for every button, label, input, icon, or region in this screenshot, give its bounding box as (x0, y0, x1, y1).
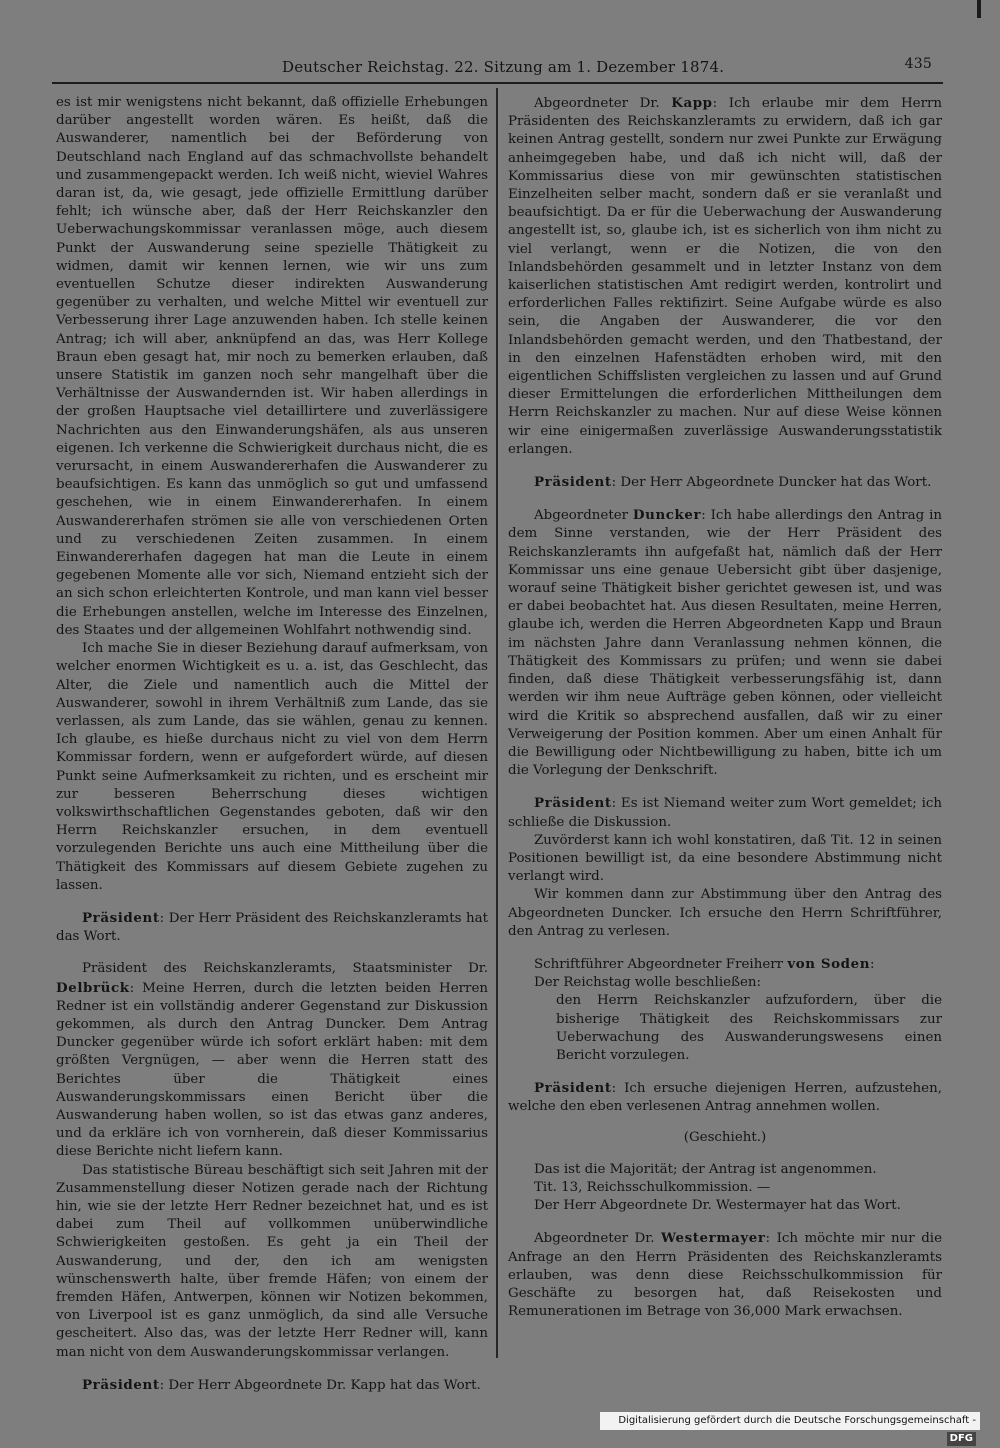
speech-text: : Der Herr Abgeordnete Duncker hat das Wort. (611, 475, 932, 491)
crop-mark (977, 0, 981, 18)
speech-praesident (508, 1079, 942, 1116)
footer-text: Digitalisierung gefördert durch die Deutsche Forschungsgemeinschaft - (618, 1415, 976, 1426)
speech-text: : Der Herr Abgeordnete Dr. Kapp hat das Wort. (159, 1377, 481, 1393)
speech-praesident (508, 473, 942, 492)
paragraph: Der Herr Abgeordnete Dr. Westermayer hat das Wort. (534, 1198, 901, 1214)
speaker-intro: Präsident des Reichskanzleramts, Staatsminister Dr. (82, 961, 488, 977)
paragraph: Wir kommen dann zur Abstimmung über den Antrag des Abgeordneten Duncker. Ich ersuche den Herrn Schriftführer, den Antrag zu verlesen. (508, 887, 942, 939)
speaker-name: Delbrück (56, 979, 130, 996)
digitization-footer (600, 1412, 980, 1444)
speaker-intro: Schriftführer Abgeordneter Freiherr (534, 956, 788, 972)
speaker-name: Präsident (82, 1376, 160, 1393)
speech-duncker (508, 506, 942, 780)
paragraph: Das statistische Büreau beschäftigt sich seit Jahren mit der Zusammenstellung dieser Notizen gerade nach der Richtung hin, wie sie der letzte Herr Redner bezeichnet hat, und es ist dabei zum Theil auf vollkommen unüberwindliche Schwierigkeiten gestoßen. Es geht ja ein Theil der Auswanderung, und der, den ich am wenigsten wünschenswerth halte, über fremde Häfen; von einem der fremden Häfen, Antwerpen, können wir Notizen bekommen, von Liverpool ist es ganz unmöglich, da sind alle Versuche gescheitert. Also das, was der letzte Herr Redner will, kann man nicht von dem Auswanderungskommissar verlangen. (56, 1162, 488, 1360)
speech-text: : Ich möchte mir nur die Anfrage an den Herrn Präsidenten des Reichskanzleramts erlauben, was denn diese Reichsschulkommission für Geschäfte zu besorgen hat, daß Reisekosten und Remunerationen im Betrage von 36,000 Mark erwachsen. (508, 1231, 942, 1320)
speech-text: : Meine Herren, durch die letzten beiden Herren Redner ist ein vollständig anderer Gegenstand zur Diskussion gekommen, als durch den Antrag Duncker. Dem Antrag Duncker gegenüber würde ich sofort erklärt haben: mit dem größten Vergnügen, — aber wenn die Herren statt des Berichtes über die Thätigkeit eines Auswanderungskommissars einen Bericht über die Auswanderung haben wollen, so ist das etwas ganz anderes, und da erkläre ich von vornherein, daß dieser Kommissarius diese Berichte nicht liefern kann. (56, 980, 488, 1160)
speaker-intro: Abgeordneter (534, 508, 633, 524)
page-header (52, 56, 932, 82)
speaker-name: Westermayer (660, 1230, 766, 1247)
speaker-name: Duncker (632, 507, 702, 524)
column-divider (496, 88, 498, 1358)
paragraph: Ich mache Sie in dieser Beziehung darauf aufmerksam, von welcher enormen Wichtigkeit es u. a. ist, das Geschlecht, das Alter, die Ziele und namentlich auch die Mittel der Auswanderer, sowohl in ihrem Verhältniß zum Lande, das sie verlassen, als zum Lande, das sie wählen, genau zu kennen. Ich glaube, es hieße durchaus nicht zu viel von dem Herrn Kommissar fordern, wenn er aufgefordert würde, auf diesen Punkt seine Aufmerksamkeit zu richten, und es erscheint mir zur besseren Beherrschung dieses wichtigen volkswirthschaftlichen Gegenstandes geboten, daß wir den Herrn Reichskanzler ersuchen, in dem eventuell vorzulegenden Berichte uns auch eine Mittheilung über die Thätigkeit des Kommissars auf diesem Gebiete zugehen zu lassen. (56, 641, 488, 893)
speech-praesident (56, 1376, 488, 1395)
motion-heading: Der Reichstag wolle beschließen: (534, 975, 762, 991)
speech-text: : (870, 956, 875, 972)
speech-text: : Ich ersuche diejenigen Herren, aufzustehen, welche den eben verlesenen Antrag annehmen wollen. (508, 1081, 942, 1115)
speaker-name: Präsident (534, 795, 612, 812)
speech-praesident (508, 794, 942, 831)
speech-praesident (56, 909, 488, 946)
paragraph: Das ist die Majorität; der Antrag ist angenommen. (534, 1161, 877, 1177)
header-rule (52, 82, 943, 84)
dfg-logo: DFG (947, 1432, 976, 1446)
left-column (56, 94, 488, 1395)
running-title: Deutscher Reichstag. 22. Sitzung am 1. Dezember 1874. (282, 58, 725, 76)
speech-soden (508, 955, 942, 974)
speaker-name: Kapp (671, 95, 713, 111)
speech-text: : Ich habe allerdings den Antrag in dem Sinne verstanden, wie der Herr Präsident des Reichskanzleramts ihn aufgefaßt hat, nämlich daß der Herr Kommissar uns eine genaue Uebersicht gibt über dasjenige, worauf seine Thätigkeit bisher gerichtet gewesen ist, und was er dabei beobachtet hat. Aus diesen Resultaten, meine Herren, glaube ich, werden die Herren Abgeordneten Kapp und Braun im nächsten Jahre dann Veranlassung nehmen können, die Thätigkeit des Kommissars zu prüfen; und wenn sie dabei finden, daß diese Thätigkeit verbesserungsfähig ist, dann werden wir ihm neue Aufträge geben können, oder vielleicht wird die Kritik so absprechend ausfallen, daß wir zu einer Verweigerung der Position kommen. Aber um einen Anhalt für die Bewilligung oder Nichtbewilligung zu haben, bitte ich um die Vorlegung der Denkschrift. (508, 508, 942, 779)
right-column (508, 94, 942, 1321)
paragraph: es ist mir wenigstens nicht bekannt, daß offizielle Erhebungen darüber angestellt worden wären. Es heißt, daß die Auswanderer, namentlich bei der Beförderung von Deutschland nach England auf das schmachvollste behandelt und zusammengepackt werden. Ich weiß nicht, wieviel Wahres daran ist, da, wie gesagt, jede offizielle Ermittlung darüber fehlt; ich wünsche aber, daß der Herr Reichskanzler den Ueberwachungskommissar veranlassen möge, auch diesem Punkt der Auswanderung seine spezielle Thätigkeit zu widmen, damit wir kennen lernen, wie wir uns zum eventuellen Schutze dieser indirekten Auswanderung gegenüber zu verhalten, und welche Mittel wir eventuell zur Verbesserung ihrer Lage anzuwenden haben. Ich stelle keinen Antrag; ich will aber, anknüpfend an das, was Herr Kollege Braun eben gesagt hat, mir noch zu bemerken erlauben, daß unsere Statistik im ganzen noch sehr mangelhaft über die Verhältnisse der Auswandernden ist. Wir haben allerdings in der großen Hauptsache viel detaillirtere und zuverlässigere Nachrichten aus den Einwanderungshäfen, als aus unseren eigenen. Ich verkenne die Schwierigkeit durchaus nicht, die es verursacht, in einem Auswandererhafen die Auswanderer zu beaufsichtigen. Es kann das unmöglich so gut und umfassend geschehen, wie in einem Einwandererhafen. In einem Auswandererhafen strömen sie alle von verschiedenen Orten und zu verschiedenen Zeiten zusammen. In einem Einwandererhafen dagegen hat man die Leute in einem gegebenen Momente alle vor sich, Niemand entzieht sich der an sich schon erleichterten Kontrole, und man kann viel besser die Erhebungen anstellen, welche im Interesse des Einzelnen, des Staates und der allgemeinen Wohlfahrt nothwendig sind. (56, 95, 488, 638)
page-number: 435 (904, 56, 932, 72)
motion-text: den Herrn Reichskanzler aufzufordern, über die bisherige Thätigkeit des Reichskommissars zur Ueberwachung des Auswanderungswesens einen Bericht vorzulegen. (556, 993, 942, 1063)
speech-text: : Der Herr Präsident des Reichskanzleramts hat das Wort. (56, 910, 488, 945)
speaker-name: Präsident (82, 909, 160, 926)
speech-delbrueck (56, 960, 488, 1161)
speech-text: : Es ist Niemand weiter zum Wort gemeldet; ich schließe die Diskussion. (508, 796, 942, 830)
paragraph: Zuvörderst kann ich wohl konstatiren, daß Tit. 12 in seinen Positionen bewilligt ist, da eine besondere Abstimmung nicht verlangt wird. (508, 832, 942, 885)
speech-westermayer (508, 1229, 942, 1321)
speaker-intro: Abgeordneter Dr. (534, 96, 672, 111)
stage-direction: (Geschieht.) (683, 1129, 767, 1145)
speaker-name: von Soden (787, 955, 871, 972)
paragraph: Tit. 13, Reichsschulkommission. — (534, 1179, 771, 1195)
speech-text: : Ich erlaube mir dem Herrn Präsidenten des Reichskanzleramts zu erwidern, daß ich gar keinen Antrag gestellt, sondern nur zwei Punkte zur Erwägung anheimgegeben habe, und daß ich nicht will, daß der Kommissarius diese von mir gewünschten statistischen Einzelheiten selber macht, sondern daß er sie veranlaßt und beaufsichtigt. Da er für die Ueberwachung der Auswanderung angestellt ist, so, glaube ich, ist es sicherlich von ihm nicht zu viel verlangt, wenn er die Notizen, die von den Inlandsbehörden gesammelt und in letzter Instanz von dem kaiserlichen statistischen Amt redigirt werden, kontrolirt und erforderlichen Falles rektifizirt. Seine Aufgabe würde es also sein, die Angaben der Auswanderer, die vor den Inlandsbehörden gemacht werden, und den Thatbestand, der in den einzelnen Hafenstädten erhoben wird, mit den eigentlichen Schiffslisten vergleichen zu lassen und auf Grund dieser Ermittelungen die erforderlichen Mittheilungen dem Herrn Reichskanzler zu machen. Nur auf diese Weise können wir eine einigermaßen zuverlässige Auswanderungsstatistik erlangen. (508, 96, 942, 457)
speaker-name: Präsident (534, 1080, 612, 1097)
speaker-name: Präsident (534, 474, 612, 491)
speech-kapp (508, 94, 942, 459)
speaker-intro: Abgeordneter Dr. (534, 1231, 661, 1247)
